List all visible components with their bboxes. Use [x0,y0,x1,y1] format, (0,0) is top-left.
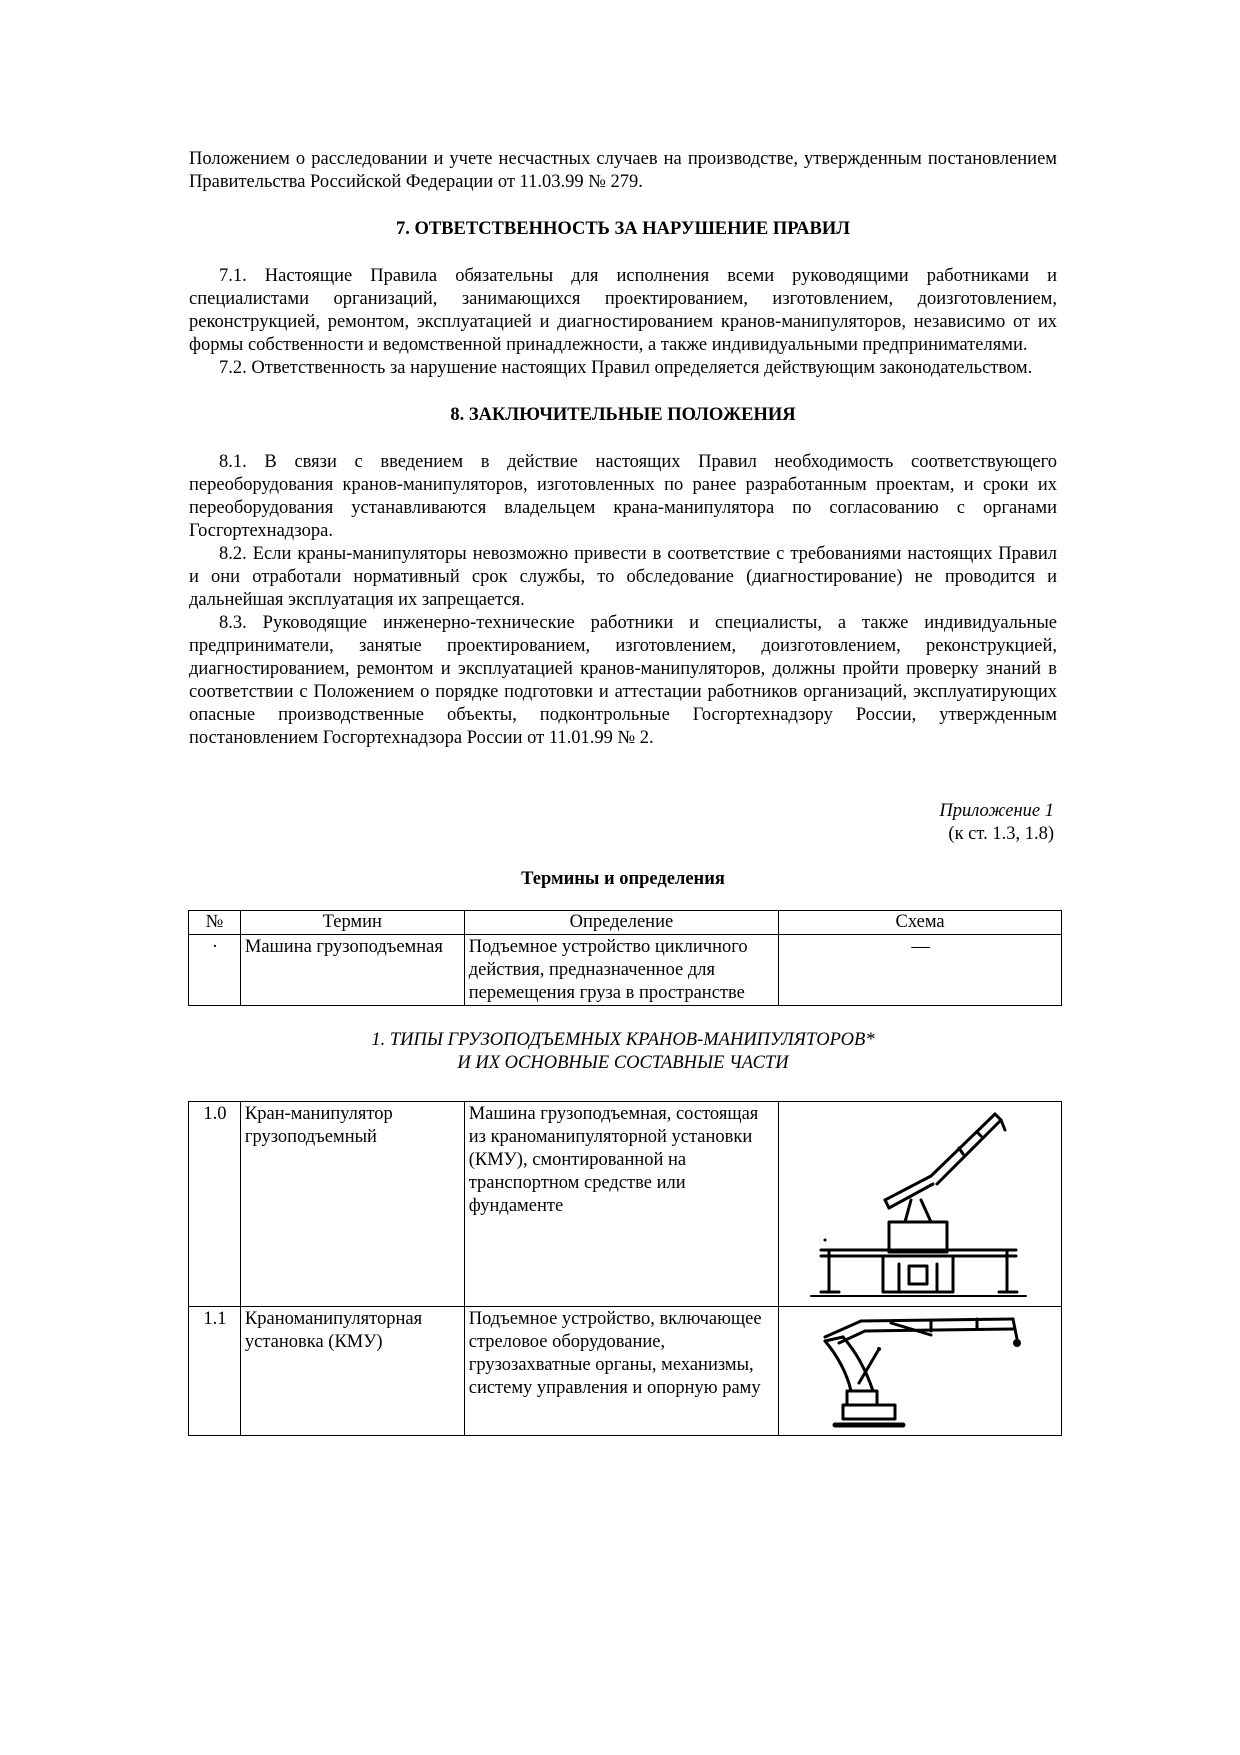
paragraph-8-1: 8.1. В связи с введением в действие настоящих Правил необходимость соответствующего переоборудования кранов-манипуляторов, изготовленных по ранее разработанным проектам, и сроки их переоборудования устанавливаются владельцем крана-манипулятора по согласованию с органами Госгортехнадзора. [189,452,1057,541]
appendix-reference: (к ст. 1.3, 1.8) [948,824,1054,844]
terms-table [188,910,1062,1006]
header-definition: Определение [464,911,778,935]
crane-boom-diagram-icon [781,1309,1051,1433]
header-number: № [189,911,241,935]
document-page [189,148,1057,1436]
section-7-title: 7. ОТВЕТСТВЕННОСТЬ ЗА НАРУШЕНИЕ ПРАВИЛ [395,219,851,239]
row-definition: Подъемное устройство, включающее стреловое оборудование, грузозахватные органы, механизмы, систему управления и опорную раму [464,1307,778,1436]
row-definition: Машина грузоподъемная, состоящая из краноманипуляторной установки (КМУ), смонтированной на транспортном средстве или фундаменте [464,1102,778,1307]
row-number: 1.0 [189,1102,241,1307]
row-term: Кран-манипулятор грузоподъемный [240,1102,464,1307]
row-scheme [779,1102,1062,1307]
types-heading [189,1029,1057,1075]
header-term: Термин [240,911,464,935]
appendix-label-block [189,800,1057,846]
row-term: Машина грузоподъемная [240,935,464,1006]
row-number: 1.1 [189,1307,241,1436]
row-scheme [779,1307,1062,1436]
table-row [189,1102,1062,1307]
intro-paragraph: Положением о расследовании и учете несчастных случаев на производстве, утвержденным постановлением Правительства Российской Федерации от 11.03.99 № 279. [189,149,1057,192]
header-scheme: Схема [779,911,1062,935]
paragraph-7-1: 7.1. Настоящие Правила обязательны для исполнения всеми руководящими работниками и специалистами организаций, занимающихся проектированием, изготовлением, доизготовлением, реконструкцией, ремонтом, эксплуатацией и диагностированием кранов-манипуляторов, независимо от их формы собственности и ведомственной принадлежности, а также индивидуальными предпринимателями. [189,266,1057,355]
section-8-title: 8. ЗАКЛЮЧИТЕЛЬНЫЕ ПОЛОЖЕНИЯ [450,405,796,425]
paragraph-8-2: 8.2. Если краны-манипуляторы невозможно привести в соответствие с требованиями настоящих Правил и они отработали нормативный срок службы, то обследование (диагностирование) не проводится и дальнейшая эксплуатация их запрещается. [189,544,1057,610]
paragraph-7-2: 7.2. Ответственность за нарушение настоящих Правил определяется действующим законодательством. [219,358,1033,378]
row-number: · [189,935,241,1006]
table-row [189,1307,1062,1436]
types-heading-line-2: И ИХ ОСНОВНЫЕ СОСТАВНЫЕ ЧАСТИ [457,1053,789,1073]
appendix-label: Приложение 1 [939,801,1054,821]
truck-crane-diagram-icon [781,1104,1051,1300]
table-header-row [189,911,1062,935]
paragraph-8-3: 8.3. Руководящие инженерно-технические работники и специалисты, а также индивидуальные предприниматели, занятые проектированием, изготовлением, доизготовлением, реконструкцией, диагностированием, ремонтом и эксплуатацией кранов-манипуляторов, должны пройти проверку знаний в соответствии с Положением о порядке подготовки и аттестации работников организаций, эксплуатирующих опасные производственные объекты, подконтрольные Госгортехнадзору России, утвержденным постановлением Госгортехнадзора России от 11.01.99 № 2. [189,613,1057,748]
terms-table-title: Термины и определения [521,869,725,889]
row-definition: Подъемное устройство цикличного действия, предназначенное для перемещения груза в пространстве [464,935,778,1006]
crane-types-table [188,1101,1062,1436]
table-row [189,935,1062,1006]
types-heading-line-1: 1. ТИПЫ ГРУЗОПОДЪЕМНЫХ КРАНОВ-МАНИПУЛЯТОРОВ* [371,1030,875,1050]
row-term: Краноманипуляторная установка (КМУ) [240,1307,464,1436]
row-scheme: — [779,935,1062,1006]
